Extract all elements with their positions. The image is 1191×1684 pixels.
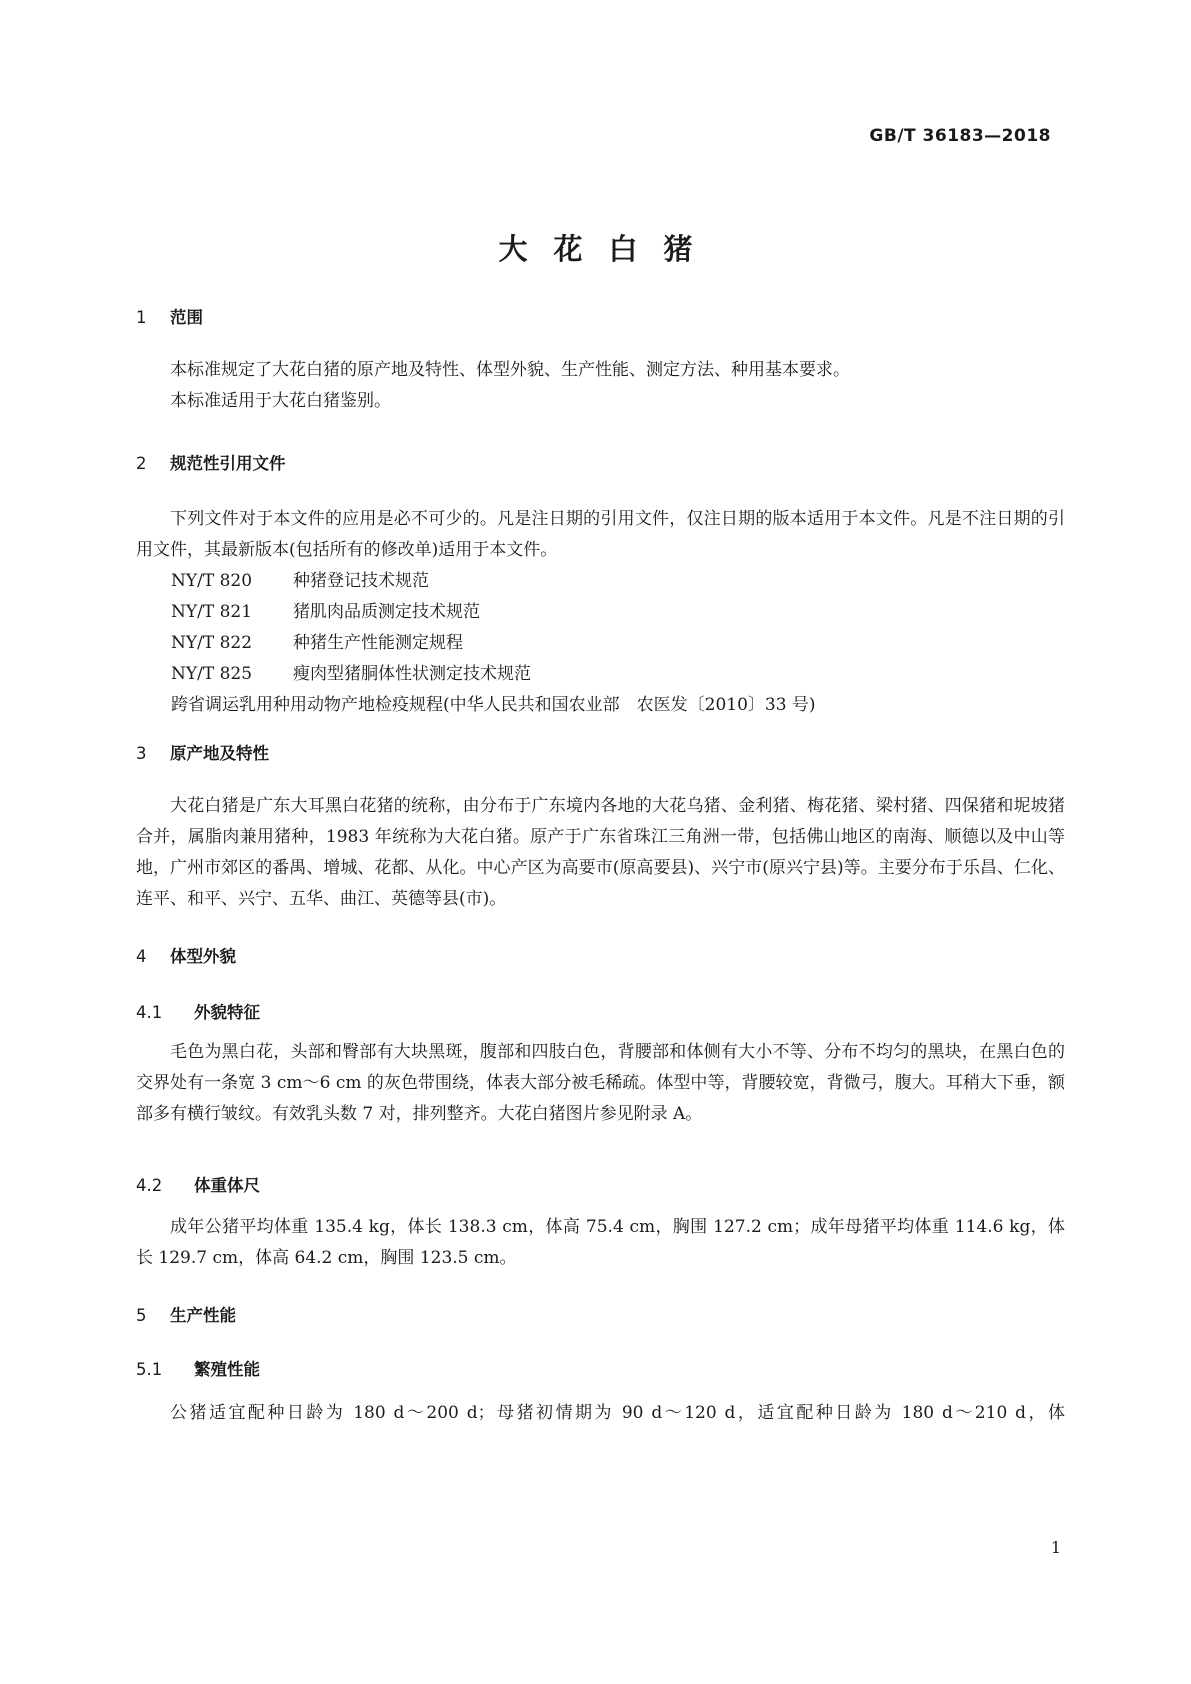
- scope-paragraph-2: 本标准适用于大花白猪鉴别。: [170, 391, 391, 411]
- reproduction-paragraph: 公猪适宜配种日龄为 180 d～200 d；母猪初情期为 90 d～120 d，适宜配种日龄为 180 d～210 d，体: [170, 1403, 1065, 1423]
- section-4-2-heading: [136, 1172, 260, 1196]
- reference-title: 种猪登记技术规范: [293, 571, 429, 591]
- reference-code: NY/T 825: [171, 664, 253, 684]
- section-number: 2: [136, 454, 147, 473]
- body-measurements-paragraph: 成年公猪平均体重 135.4 kg，体长 138.3 cm，体高 75.4 cm，胸围 127.2 cm；成年母猪平均体重 114.6 kg，体长 129.7 cm，体高 64.2 cm，胸围 123.5 cm。: [136, 1217, 1065, 1268]
- section-3-heading: [136, 740, 269, 764]
- page-number: 1: [1050, 1538, 1061, 1557]
- section-title: 体重体尺: [194, 1176, 260, 1195]
- section-1-heading: [136, 304, 203, 328]
- reference-title: 种猪生产性能测定规程: [293, 633, 463, 653]
- section-5-heading: [136, 1302, 236, 1326]
- section-title: 生产性能: [170, 1306, 236, 1325]
- section-number: 5: [136, 1306, 147, 1325]
- section-number: 4: [136, 947, 147, 966]
- reference-title: 猪肌肉品质测定技术规范: [293, 602, 480, 622]
- section-title: 繁殖性能: [194, 1360, 260, 1379]
- standard-code: GB/T 36183—2018: [869, 126, 1051, 146]
- document-title: 大花白猪: [498, 232, 719, 266]
- section-2-heading: [136, 450, 286, 474]
- section-number: 3: [136, 744, 147, 763]
- section-5-1-heading: [136, 1356, 260, 1380]
- section-number: 1: [136, 308, 147, 327]
- section-title: 原产地及特性: [170, 744, 269, 763]
- reference-code: NY/T 821: [171, 602, 253, 622]
- section-title: 范围: [170, 308, 203, 327]
- reference-code: NY/T 822: [171, 633, 253, 653]
- appearance-paragraph: 毛色为黑白花，头部和臀部有大块黑斑，腹部和四肢白色，背腰部和体侧有大小不等、分布不均匀的黑块，在黑白色的交界处有一条宽 3 cm～6 cm 的灰色带围绕，体表大部分被毛稀疏。体型中等，背腰较宽，背微弓，腹大。耳稍大下垂，额部多有横行皱纹。有效乳头数 7 对，排列整齐。大花白猪图片参见附录 A。: [136, 1042, 1065, 1124]
- section-number: 5.1: [136, 1360, 163, 1379]
- section-title: 规范性引用文件: [170, 454, 286, 473]
- section-number: 4.2: [136, 1176, 163, 1195]
- section-4-heading: [136, 943, 236, 967]
- reference-item: [171, 597, 480, 628]
- origin-paragraph: 大花白猪是广东大耳黑白花猪的统称，由分布于广东境内各地的大花乌猪、金利猪、梅花猪、梁村猪、四保猪和坭坡猪合并，属脂肉兼用猪种，1983 年统称为大花白猪。原产于广东省珠江三角洲一带，包括佛山地区的南海、顺德以及中山等地，广州市郊区的番禺、增城、花都、从化。中心产区为高要市(原高要县)、兴宁市(原兴宁县)等。主要分布于乐昌、仁化、连平、和平、兴宁、五华、曲江、英德等县(市)。: [136, 796, 1065, 909]
- references-intro-paragraph: 下列文件对于本文件的应用是必不可少的。凡是注日期的引用文件，仅注日期的版本适用于本文件。凡是不注日期的引用文件，其最新版本(包括所有的修改单)适用于本文件。: [136, 509, 1065, 560]
- section-title: 外貌特征: [194, 1003, 260, 1022]
- section-number: 4.1: [136, 1003, 163, 1022]
- scope-paragraph-1: 本标准规定了大花白猪的原产地及特性、体型外貌、生产性能、测定方法、种用基本要求。: [170, 360, 850, 380]
- reference-item: [171, 566, 429, 597]
- reference-item: [171, 659, 531, 690]
- reference-title: 瘦肉型猪胴体性状测定技术规范: [293, 664, 531, 684]
- reference-code: NY/T 820: [171, 571, 253, 591]
- section-title: 体型外貌: [170, 947, 236, 966]
- reference-item: [171, 628, 463, 659]
- reference-regulation: 跨省调运乳用种用动物产地检疫规程(中华人民共和国农业部 农医发〔2010〕33 号): [171, 695, 816, 715]
- section-4-1-heading: [136, 999, 260, 1023]
